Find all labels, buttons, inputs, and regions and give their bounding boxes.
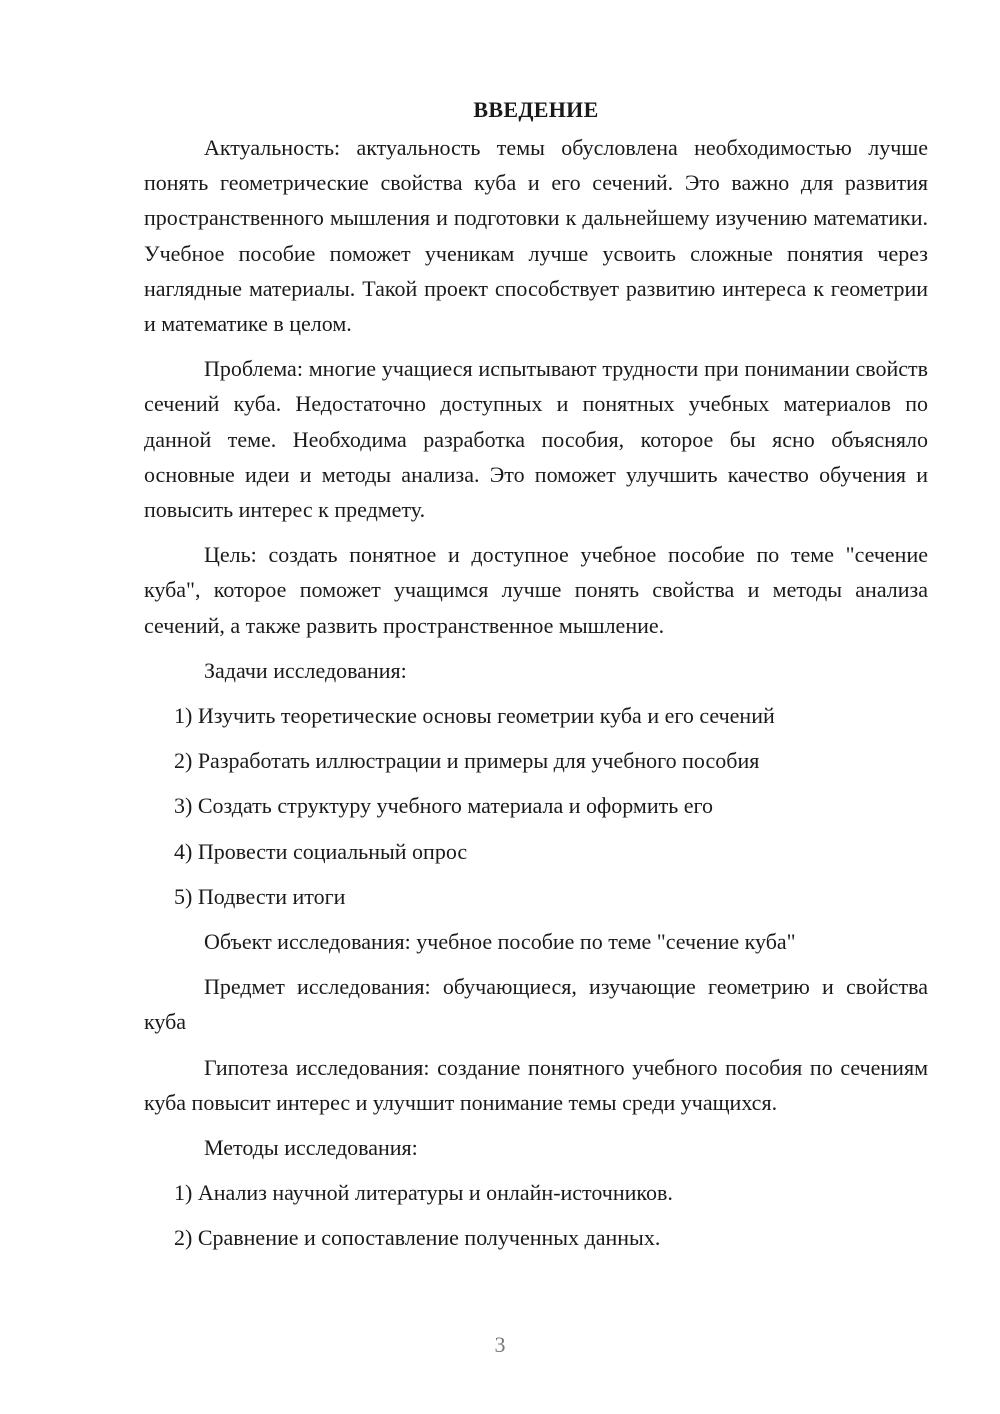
methods-heading: Методы исследования: — [204, 1135, 418, 1161]
section-title: ВВЕДЕНИЕ — [473, 97, 599, 122]
tasks-list — [144, 698, 928, 914]
list-item: 1) Изучить теоретические основы геометрии куба и его сечений — [174, 703, 775, 729]
hypothesis-paragraph: Гипотеза исследования: создание понятного учебного пособия по сечениям куба повысит интерес и улучшит понимание темы среди учащихся. — [144, 1054, 928, 1115]
subject-paragraph: Предмет исследования: обучающиеся, изучающие геометрию и свойства куба — [144, 974, 928, 1035]
tasks-heading: Задачи исследования: — [204, 657, 407, 683]
list-item: 5) Подвести итоги — [174, 883, 346, 909]
goal-paragraph: Цель: создать понятное и доступное учебное пособие по теме "сечение куба", которое поможет учащимся лучше понять свойства и методы анализа сечений, а также развить пространственное мышление. — [144, 542, 928, 638]
list-item: 3) Создать структуру учебного материала и оформить его — [174, 793, 713, 819]
object-paragraph: Объект исследования: учебное пособие по теме "сечение куба" — [204, 929, 796, 955]
problem-paragraph: Проблема: многие учащиеся испытывают трудности при понимании свойств сечений куба. Недостаточно доступных и понятных учебных материалов по данной теме. Необходима разработка пособия, которое бы ясно объясняло основные идеи и методы анализа. Это поможет улучшить качество обучения и повысить интерес к предмету. — [144, 356, 928, 523]
relevance-paragraph: Актуальность: актуальность темы обусловлена необходимостью лучше понять геометрические свойства куба и его сечений. Это важно для развития пространственного мышления и подготовки к дальнейшему изучению математики. Учебное пособие поможет ученикам лучше усвоить сложные понятия через наглядные материалы. Такой проект способствует развитию интереса к геометрии и математике в целом. — [144, 135, 928, 337]
list-item: 4) Провести социальный опрос — [174, 838, 468, 864]
list-item: 2) Разработать иллюстрации и примеры для учебного пособия — [174, 748, 760, 774]
methods-list — [144, 1175, 928, 1255]
document-page — [144, 92, 928, 1256]
list-item: 1) Анализ научной литературы и онлайн-источников. — [174, 1180, 673, 1206]
page-number: 3 — [494, 1332, 506, 1357]
list-item: 2) Сравнение и сопоставление полученных данных. — [174, 1225, 661, 1251]
